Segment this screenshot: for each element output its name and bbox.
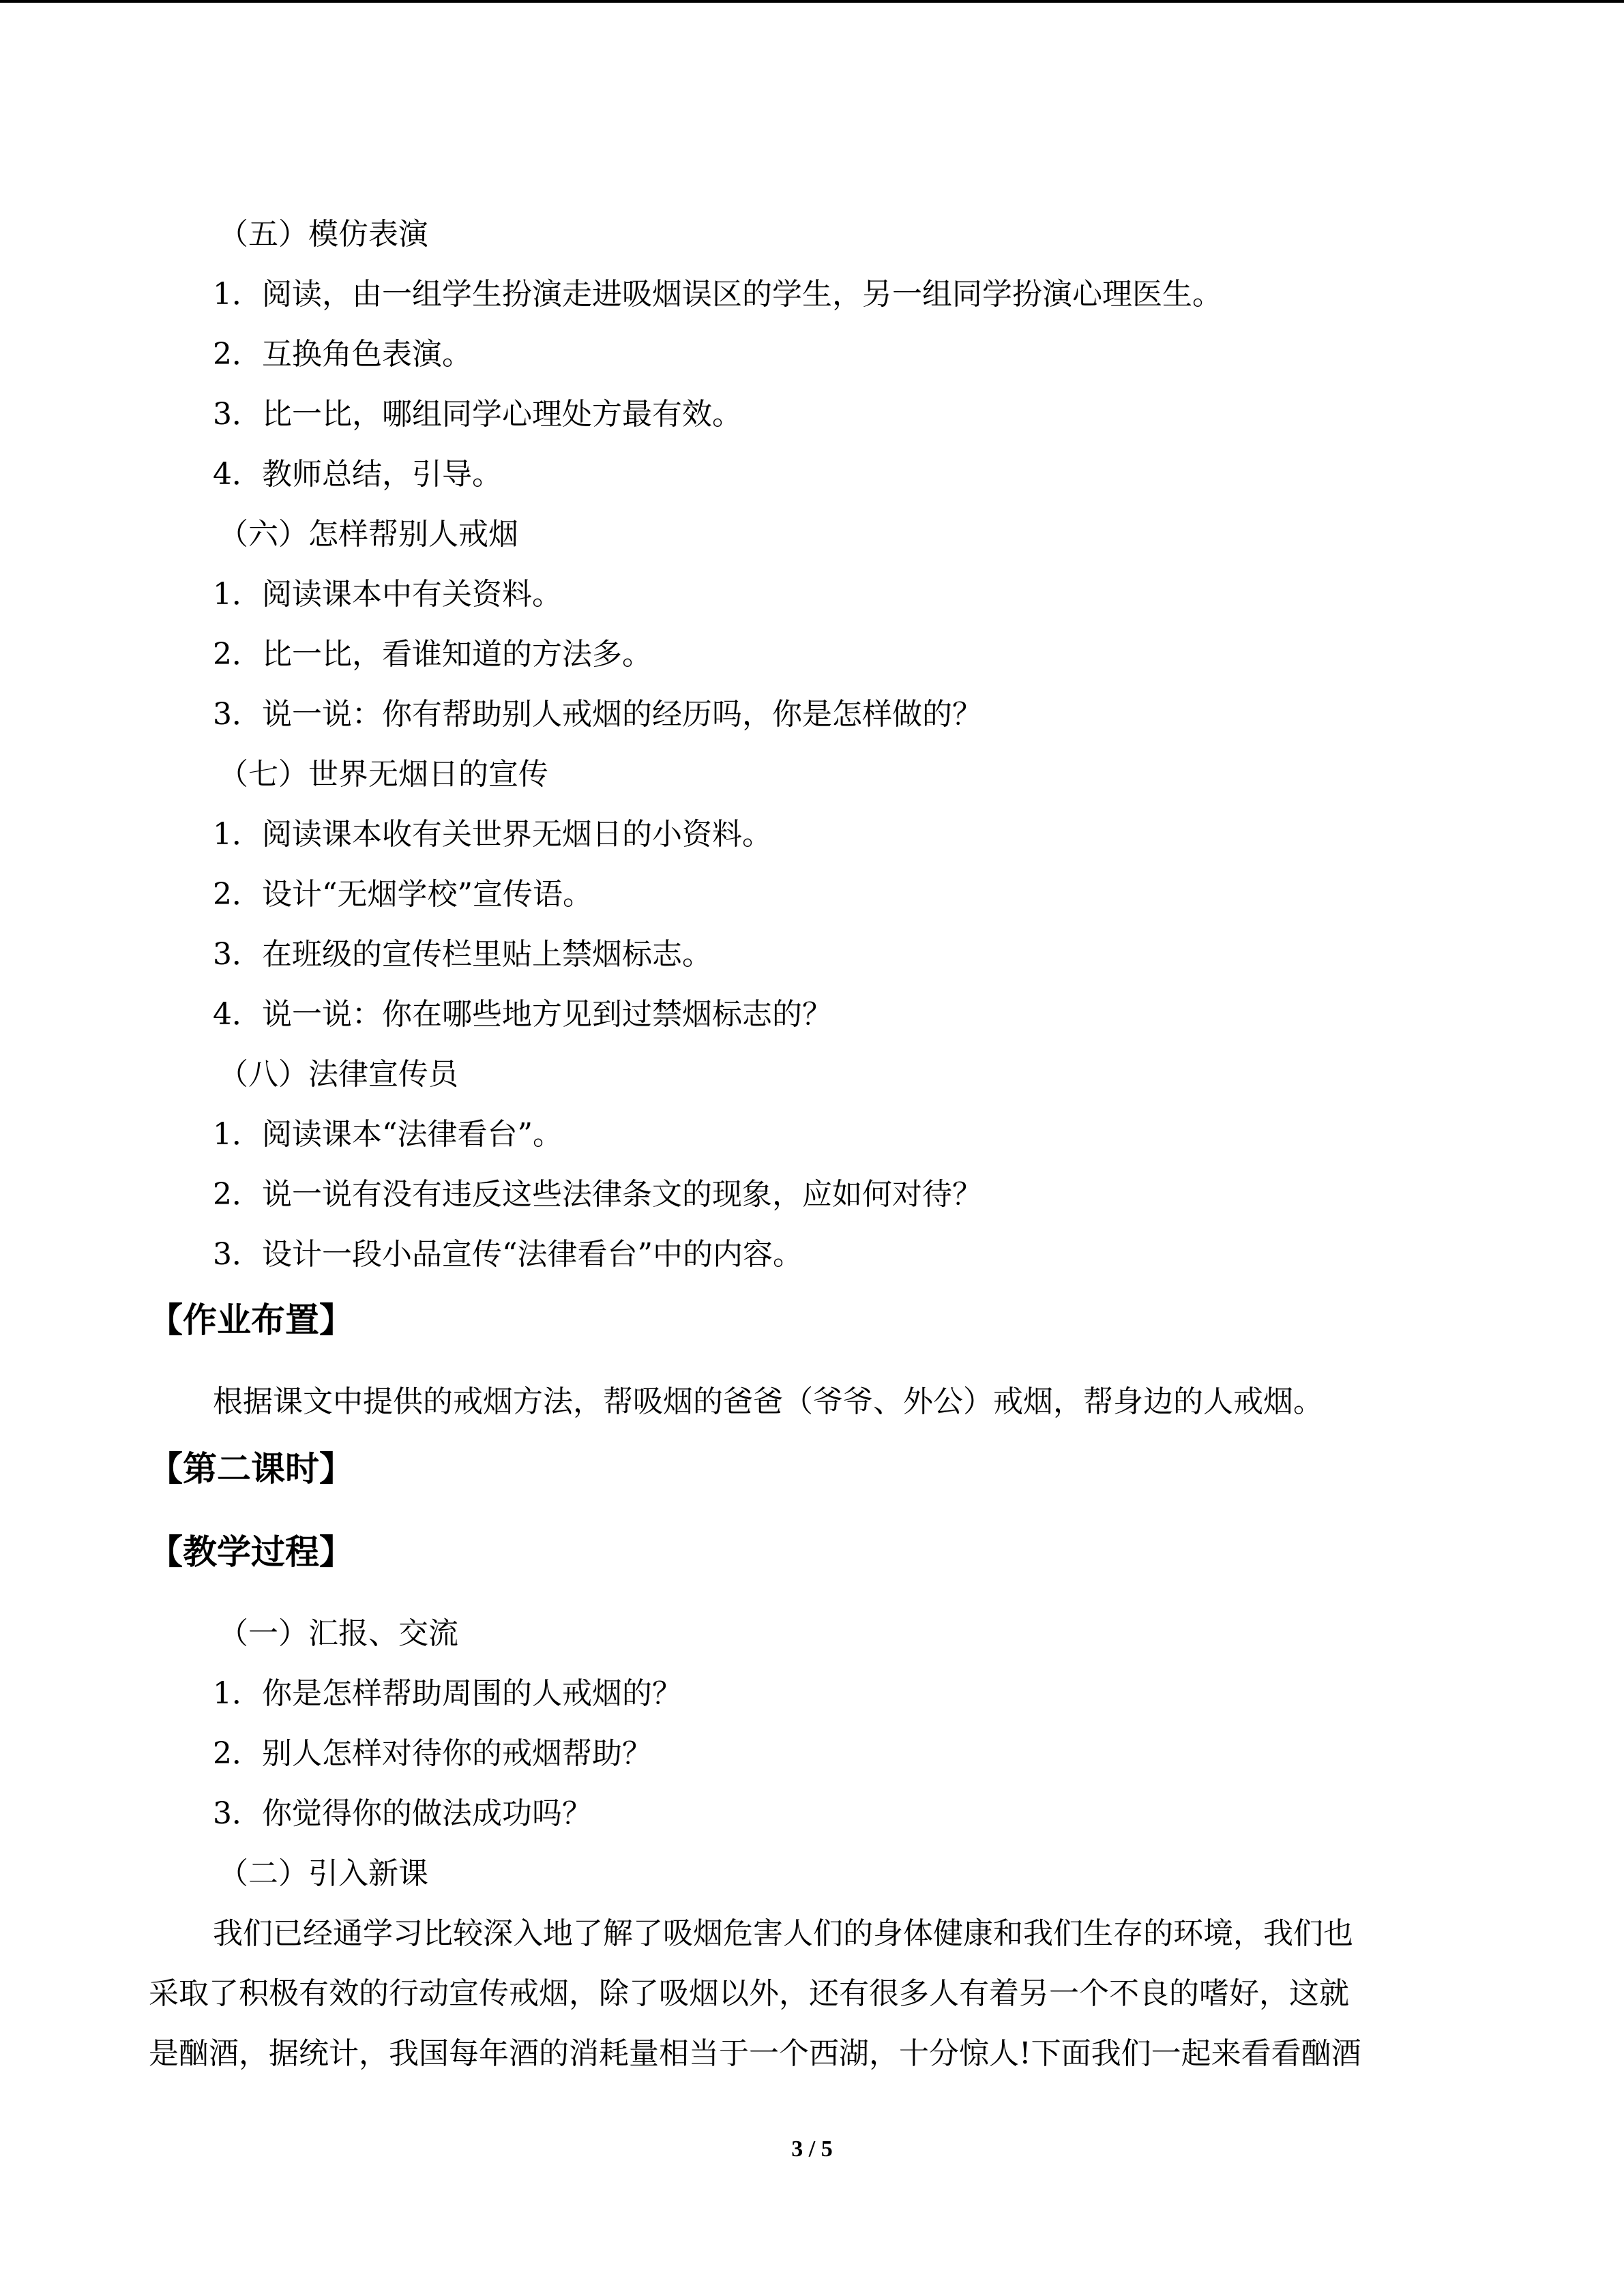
- list-item: 1．阅读课本收有关世界无烟日的小资料。: [213, 817, 772, 852]
- list-item: 3．你觉得你的做法成功吗？: [213, 1796, 592, 1831]
- section-heading-2: （二）引入新课: [218, 1856, 428, 1891]
- section-heading-6: （六）怎样帮别人戒烟: [218, 517, 518, 552]
- list-item: 3．说一说：你有帮助别人戒烟的经历吗，你是怎样做的？: [213, 697, 982, 732]
- list-item: 3．在班级的宣传栏里贴上禁烟标志。: [213, 937, 712, 972]
- paragraph-line: 采取了积极有效的行动宣传戒烟，除了吸烟以外，还有很多人有着另一个不良的嗜好，这就: [149, 1976, 1349, 2011]
- homework-heading: 【作业布置】: [149, 1300, 353, 1340]
- paragraph-line: 是酗酒，据统计，我国每年酒的消耗量相当于一个西湖，十分惊人!下面我们一起来看看酗酒: [149, 2036, 1361, 2071]
- list-item: 1．阅读课本中有关资料。: [213, 577, 562, 612]
- second-lesson-heading: 【第二课时】: [149, 1449, 353, 1489]
- section-heading-5: （五）模仿表演: [218, 217, 428, 252]
- list-item: 2．说一说有没有违反这些法律条文的现象，应如何对待？: [213, 1177, 982, 1212]
- list-item: 1．阅读课本“法律看台”。: [213, 1117, 563, 1152]
- section-heading-1: （一）汇报、交流: [218, 1616, 458, 1651]
- list-item: 4．教师总结，引导。: [213, 457, 502, 492]
- list-item: 1．阅读，由一组学生扮演走进吸烟误区的学生，另一组同学扮演心理医生。: [213, 277, 1222, 312]
- list-item: 2．别人怎样对待你的戒烟帮助？: [213, 1736, 652, 1771]
- paragraph-line: 我们已经通学习比较深入地了解了吸烟危害人们的身体健康和我们生存的环境，我们也: [213, 1916, 1353, 1951]
- section-heading-7: （七）世界无烟日的宣传: [218, 757, 548, 792]
- teaching-process-heading: 【教学过程】: [149, 1532, 353, 1572]
- homework-paragraph: 根据课文中提供的戒烟方法，帮吸烟的爸爸（爷爷、外公）戒烟，帮身边的人戒烟。: [213, 1384, 1323, 1419]
- list-item: 2．比一比，看谁知道的方法多。: [213, 637, 652, 672]
- list-item: 4．说一说：你在哪些地方见到过禁烟标志的？: [213, 997, 832, 1032]
- section-heading-8: （八）法律宣传员: [218, 1057, 458, 1092]
- list-item: 2．互换角色表演。: [213, 337, 472, 372]
- page-top-border: [0, 0, 1624, 3]
- list-item: 3．比一比，哪组同学心理处方最有效。: [213, 397, 742, 432]
- list-item: 1．你是怎样帮助周围的人戒烟的？: [213, 1676, 682, 1711]
- page-number: 3 / 5: [791, 2136, 833, 2162]
- list-item: 2．设计“无烟学校”宣传语。: [213, 877, 593, 912]
- list-item: 3．设计一段小品宣传“法律看台”中的内容。: [213, 1237, 803, 1272]
